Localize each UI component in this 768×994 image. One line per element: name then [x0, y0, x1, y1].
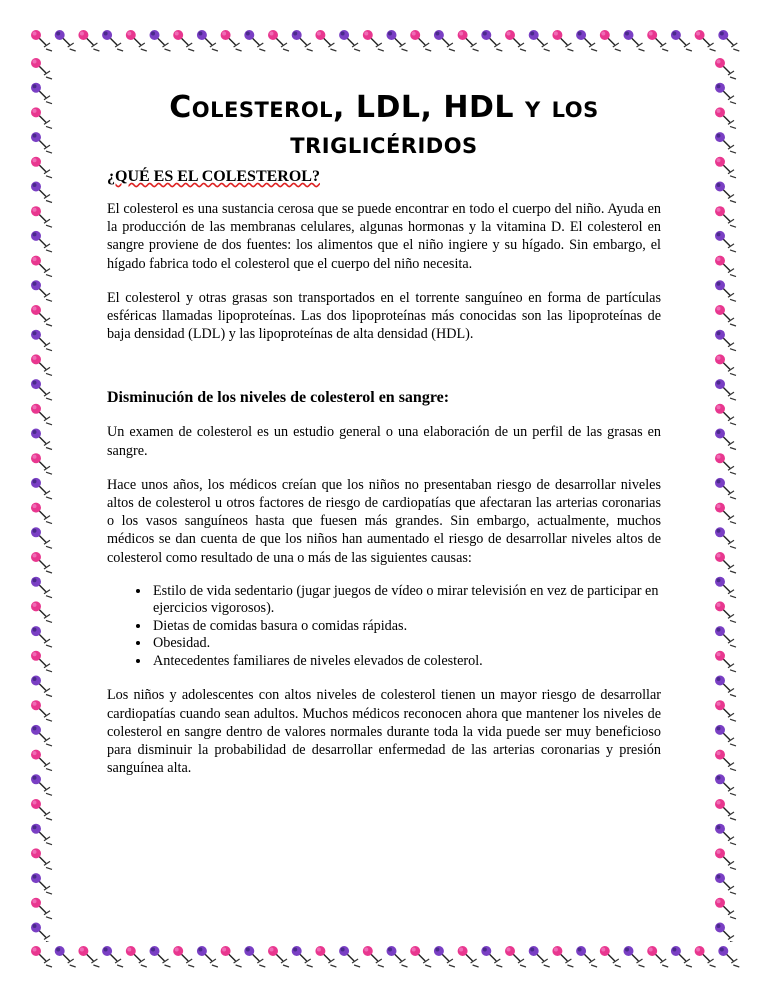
- page-title: [107, 90, 661, 162]
- decorative-border-left: [28, 54, 56, 942]
- list-item: • Obesidad.: [151, 635, 661, 653]
- lollipop-border-icon: [28, 942, 740, 970]
- document-body: [107, 90, 661, 793]
- paragraph: Los niños y adolescentes con altos niveles de colesterol tienen un mayor riesgo de desarrollar cardiopatías cuando sean adultos. Muchos médicos reconocen ahora que mantener los niveles de colesterol en sangre dentro de valores normales durante toda la vida puede ser muy beneficioso para disminuir la probabilidad de desarrollar enfermedad de las arterias coronarias y presión sanguínea alta.: [107, 687, 661, 777]
- list-item: • Estilo de vida sedentario (jugar juegos de vídeo o mirar televisión en vez de participar en ejercicios vigorosos).: [151, 583, 661, 618]
- section-heading: Disminución de los niveles de colesterol en sangre:: [107, 389, 450, 407]
- title-line: Colesterol, LDL, HDL y los: [169, 90, 599, 125]
- lollipop-border-icon: [28, 54, 56, 942]
- decorative-border-right: [712, 54, 740, 942]
- paragraph: El colesterol es una sustancia cerosa que se puede encontrar en todo el cuerpo del niño. Ayuda en la producción de las membranas celulares, algunas hormonas y la vitamina D. El colesterol en sangre proviene de dos fuentes: los alimentos que el niño ingiere y su hígado. Sin embargo, el hígado fabrica todo el colesterol que el cuerpo del niño necesita.: [107, 201, 661, 272]
- causes-list: [107, 583, 661, 671]
- lollipop-border-icon: [28, 26, 740, 54]
- list-item: • Dietas de comidas basura o comidas rápidas.: [151, 618, 661, 636]
- paragraph: Hace unos años, los médicos creían que los niños no presentaban riesgo de desarrollar niveles altos de colesterol u otros factores de riesgo de cardiopatías que afectaran las arterias coronarias o los vasos sanguíneos hasta que fuesen más grandes. Sin embargo, actualmente, muchos médicos se dan cuenta de que los niños han aumentado el riesgo de desarrollar niveles altos de colesterol como resultado de una o más de las siguientes causas:: [107, 476, 661, 566]
- decorative-border-bottom: [28, 942, 740, 970]
- lollipop-border-icon: [712, 54, 740, 942]
- list-item: • Antecedentes familiares de niveles elevados de colesterol.: [151, 653, 661, 671]
- section-heading: ¿QUÉ ES EL COLESTEROL?: [107, 168, 320, 185]
- decorative-border-top: [28, 26, 740, 54]
- paragraph: El colesterol y otras grasas son transportados en el torrente sanguíneo en forma de partículas esféricas llamadas lipoproteínas. Las dos lipoproteínas más conocidas son las lipoproteínas de baja densidad (LDL) y las lipoproteínas de alta densidad (HDL).: [107, 289, 661, 343]
- paragraph: Un examen de colesterol es un estudio general o una elaboración de un perfil de las grasas en sangre.: [107, 424, 661, 459]
- title-line: triglicéridos: [290, 126, 478, 161]
